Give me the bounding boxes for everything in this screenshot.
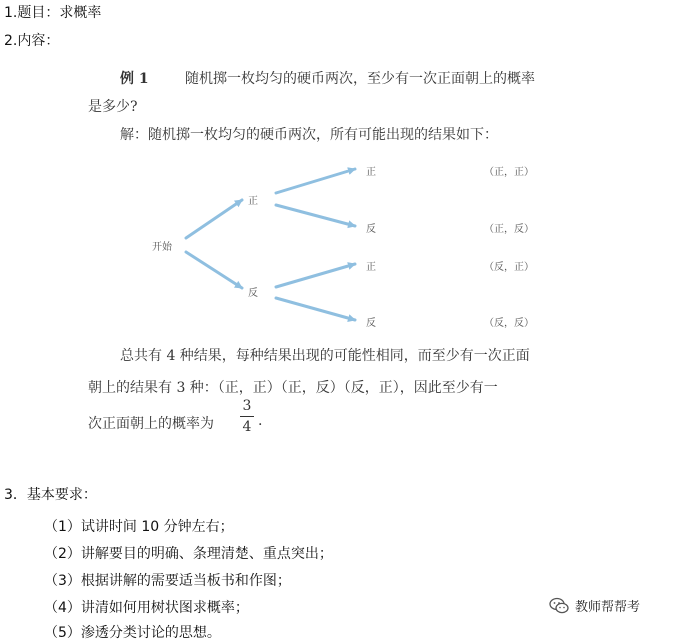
- wechat-icon: [549, 597, 569, 615]
- example-label: 例 1: [120, 71, 149, 87]
- tree-outcome-1: （正，正）: [484, 167, 534, 178]
- branch-tails-to-heads: [276, 264, 355, 287]
- tree-level1-heads: 正: [248, 196, 258, 207]
- fraction-denominator: 4: [242, 419, 252, 435]
- requirement-item-5: （5）渗透分类讨论的思想。: [44, 625, 221, 641]
- tree-level2-2: 反: [366, 224, 376, 235]
- conclusion-line-3: 次正面朝上的概率为: [88, 416, 214, 432]
- requirement-item-3: （3）根据讲解的需要适当板书和作图；: [44, 573, 291, 589]
- content-label: 2.内容：: [4, 33, 60, 49]
- requirement-item-4: （4）讲清如何用树状图求概率；: [44, 600, 249, 616]
- branch-start-to-tails: [186, 252, 242, 288]
- branch-heads-to-heads: [276, 169, 355, 193]
- question-line-1: 随机掷一枚均匀的硬币两次，至少有一次正面朝上的概率: [185, 71, 535, 87]
- requirements-heading: 3．基本要求：: [4, 487, 97, 503]
- fraction-bar: [240, 416, 254, 417]
- tree-start-label: 开始: [152, 242, 172, 253]
- tree-level2-4: 反: [366, 318, 376, 329]
- tree-outcome-2: （正，反）: [484, 224, 534, 235]
- tree-level1-tails: 反: [248, 288, 258, 299]
- probability-fraction: [240, 398, 254, 435]
- title-line: 1.题目：求概率: [4, 5, 102, 21]
- tree-outcome-3: （反，正）: [484, 262, 534, 273]
- watermark-text: 教师帮帮考: [575, 600, 641, 615]
- branch-heads-to-tails: [276, 205, 355, 226]
- question-line-2: 是多少?: [88, 99, 138, 115]
- requirement-item-1: （1）试讲时间 10 分钟左右；: [44, 519, 234, 535]
- conclusion-line-2: 朝上的结果有 3 种：（正，正）（正，反）（反，正），因此至少有一: [88, 380, 498, 396]
- requirement-item-2: （2）讲解要目的明确、条理清楚、重点突出；: [44, 546, 333, 562]
- branch-tails-to-tails: [276, 298, 355, 320]
- branch-start-to-heads: [186, 200, 242, 238]
- tree-outcome-4: （反，反）: [484, 318, 534, 329]
- watermark: [549, 596, 640, 615]
- fraction-numerator: 3: [242, 398, 252, 414]
- tree-level2-3: 正: [366, 262, 376, 273]
- solution-line: 解：随机掷一枚均匀的硬币两次，所有可能出现的结果如下：: [120, 127, 498, 143]
- tree-level2-1: 正: [366, 167, 376, 178]
- conclusion-end: .: [258, 413, 263, 429]
- conclusion-line-1: 总共有 4 种结果，每种结果出现的可能性相同，而至少有一次正面: [120, 348, 530, 364]
